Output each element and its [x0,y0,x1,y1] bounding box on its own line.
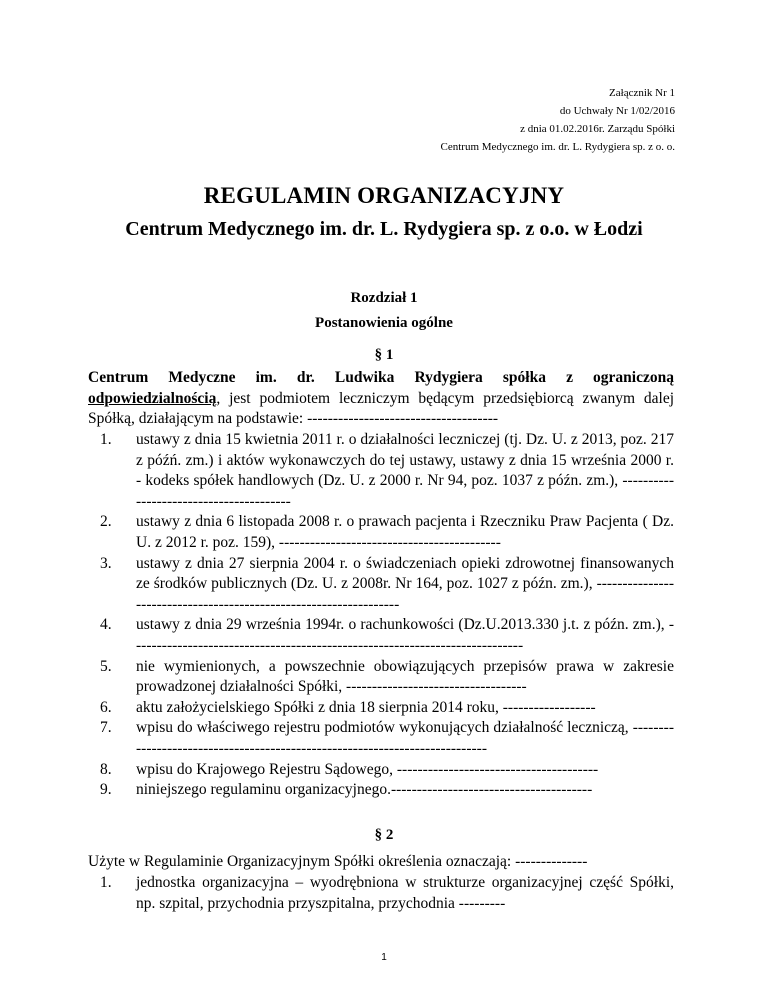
list-item: 7. wpisu do właściwego rejestru podmiotów wykonujących działalność leczniczą, ---------------------------------------------------------------------------- [100,719,674,757]
list-item: 9. niniejszego regulaminu organizacyjnego.--------------------------------------- [100,781,593,799]
list-item: 2. ustawy z dnia 6 listopada 2008 r. o prawach pacjenta i Rzeczniku Praw Pacjenta ( Dz. U. z 2012 r. poz. 159), ------------------------------------------- [100,513,674,551]
company-name: Centrum Medyczne im. dr. Ludwika Rydygiera spółka z ograniczoną [88,369,674,386]
section-2-intro: Użyte w Regulaminie Organizacyjnym Spółki określenia oznaczają: -------------- [88,853,588,870]
section-1-intro [88,368,674,430]
definitions-list [88,873,674,914]
annex-line: z dnia 01.02.2016r. Zarządu Spółki [520,123,675,135]
list-item: 5. nie wymienionych, a powszechnie obowiązujących przepisów prawa w zakresie prowadzonej działalności Spółki, ----------------------------------- [100,657,674,696]
list-item: 1. jednostka organizacyjna – wyodrębniona w strukturze organizacyjnej część Spółki, np. szpital, przychodnia przyszpitalna, przychodnia --------- [100,874,674,912]
document-title: REGULAMIN ORGANIZACYJNY [203,183,565,208]
annex-line: do Uchwały Nr 1/02/2016 [559,105,675,117]
list-item: 3. ustawy z dnia 27 sierpnia 2004 r. o świadczeniach opieki zdrowotnej finansowanych ze środków publicznych (Dz. U. z 2008r. Nr 164, poz. 1027 z późn. zm.), ------------------------------------------------------------------ [100,554,674,613]
annex-line: Załącznik Nr 1 [609,87,675,99]
chapter-name: Postanowienia ogólne [315,315,453,331]
chapter-number: Rozdział 1 [350,290,418,306]
company-name-underlined: odpowiedzialnością [88,389,217,407]
intro-text: , jest podmiotem leczniczym będącym przedsiębiorcą zwanym dalej Spółką, działającym na podstawie: ------------------------------------- [88,389,674,428]
list-item: 1. ustawy z dnia 15 kwietnia 2011 r. o działalności leczniczej (tj. Dz. U. z 2013, poz. 217 z późń. zm.) i aktów wykonawczych do tej ustawy, ustawy z dnia 15 września 2000 r. - kodeks spółek handlowych (Dz. U. z 2000 r. Nr 94, poz. 1037 z późn. zm.), ---------------------------------------- [100,431,674,510]
list-item: 8. wpisu do Krajowego Rejestru Sądowego, --------------------------------------- [100,760,599,778]
section-2-heading: § 2 [374,827,394,843]
document-subtitle: Centrum Medycznego im. dr. L. Rydygiera sp. z o.o. w Łodzi [125,218,643,240]
annex-line: Centrum Medycznego im. dr. L. Rydygiera sp. z o. o. [440,141,675,153]
list-item: 6. aktu założycielskiego Spółki z dnia 18 sierpnia 2014 roku, ------------------ [100,698,596,716]
list-item: 4. ustawy z dnia 29 września 1994r. o rachunkowości (Dz.U.2013.330 j.t. z późn. zm.), ---------------------------------------------------------------------------- [100,616,674,654]
annex-header [441,84,676,156]
legal-basis-list [88,430,674,801]
page-number: 1 [381,952,387,963]
section-1-heading: § 1 [374,347,394,363]
